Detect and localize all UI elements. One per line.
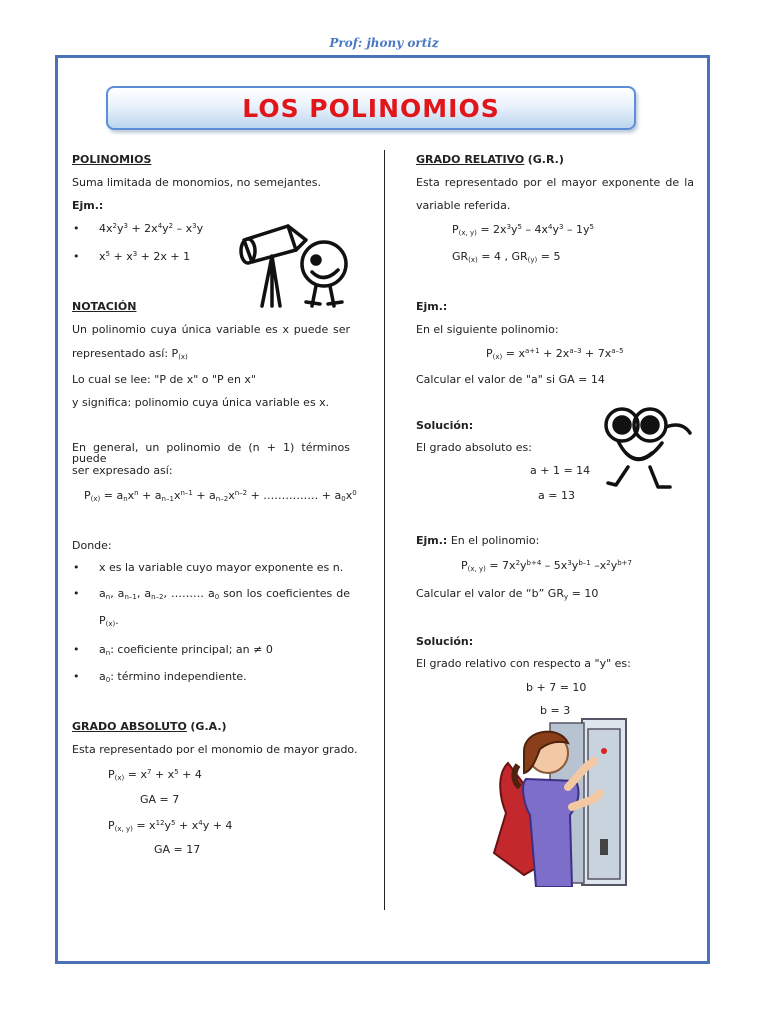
notacion-heading: NOTACIÓN [72, 300, 137, 313]
ejemplo-2-intro: Ejm.: En el polinomio: [416, 534, 540, 547]
page-title: LOS POLINOMIOS [242, 94, 500, 123]
ejemplo-1-intro: En el siguiente polinomio: [416, 323, 559, 336]
notacion-paragraph-2: Lo cual se lee: "P de x" o "P en x" [72, 373, 256, 386]
telescope-character-illustration [236, 222, 352, 310]
example-polynomial-2: $x^5 + x^3 + 2x + 1$ [99, 250, 191, 263]
student-locker-illustration [490, 715, 630, 887]
polinomios-heading: POLINOMIOS [72, 153, 152, 166]
solucion-1-equation-1: a + 1 = 14 [530, 464, 591, 477]
binocular-character-illustration [600, 405, 698, 493]
page-header: Prof: jhony ortiz [329, 36, 439, 50]
grado-relativo-definition-a: Esta representado por el mayor exponente de la [416, 176, 694, 189]
ejemplo-1-polynomial: $P_{(x)} = x^{a+1} + 2x^{a-3} + 7x^{a-5}$ [486, 347, 624, 361]
bullet-icon: • [73, 587, 80, 600]
title-banner [106, 86, 636, 130]
bullet-icon: • [73, 250, 80, 263]
solucion-2-label: Solución: [416, 635, 474, 648]
solucion-2-text: El grado relativo con respecto a "y" es: [416, 657, 631, 670]
donde-item-1: x es la variable cuyo mayor exponente es n. [99, 561, 344, 574]
ga-example-2: $P_{(x, y)} = x^{12}y^5 + x^4y + 4$ [108, 819, 233, 833]
donde-label: Donde: [72, 539, 112, 552]
solucion-2-equation-2: b = 3 [540, 704, 571, 717]
ejemplo-label: Ejm.: [72, 199, 104, 212]
grado-absoluto-definition: Esta representado por el monomio de mayor grado. [72, 743, 358, 756]
ga-example-2-result: GA = 17 [154, 843, 201, 856]
example-polynomial-1: $4x^2y^3 + 2x^4y^2 - x^3y$ [99, 222, 204, 235]
column-divider [384, 150, 385, 910]
bullet-icon: • [73, 643, 80, 656]
donde-item-2b: $P_{(x)}$. [99, 614, 119, 628]
bullet-icon: • [73, 561, 80, 574]
grado-absoluto-heading: GRADO ABSOLUTO (G.A.) [72, 720, 227, 733]
solucion-2-equation-1: b + 7 = 10 [526, 681, 587, 694]
ga-example-1-result: GA = 7 [140, 793, 180, 806]
general-formula: $P_{(x)} = a_nx^n + a_{n-1}x^{n-1} + a_{n-2}x^{n-2}$ + …………… + $a_0x^0$ [84, 489, 357, 503]
notacion-paragraph-3: y significa: polinomio cuya única variable es x. [72, 396, 330, 409]
solucion-1-text: El grado absoluto es: [416, 441, 532, 454]
solucion-label: Solución: [416, 419, 474, 432]
donde-item-2a: $a_n$, $a_{n-1}$, $a_{n-2}$, ……… $a_0$ son los coeficientes de [99, 587, 351, 601]
grado-relativo-definition-b: variable referida. [416, 199, 511, 212]
donde-item-4: $a_0$: término independiente. [99, 670, 247, 684]
general-paragraph-b: ser expresado así: [72, 464, 173, 477]
notacion-paragraph-1a: Un polinomio cuya única variable es x puede ser [72, 323, 350, 336]
solucion-1-equation-2: a = 13 [538, 489, 575, 502]
gr-example: $P_{(x, y)} = 2x^3y^5 - 4x^4y^3 - 1y^5$ [452, 223, 594, 237]
ejemplo-2-question: Calcular el valor de “b” $GR_y = 10$ [416, 587, 599, 601]
gr-example-result: $GR_{(x)} = 4$ , $GR_{(y)} = 5$ [452, 250, 561, 264]
grado-relativo-heading: GRADO RELATIVO (G.R.) [416, 153, 564, 166]
ga-example-1: $P_{(x)} = x^7 + x^5 + 4$ [108, 768, 202, 782]
general-paragraph-a: En general, un polinomio de (n + 1) términos puede [72, 441, 350, 465]
donde-item-3: $a_n$: coeficiente principal; an ≠ 0 [99, 643, 273, 657]
ejemplo-label: Ejm.: [416, 300, 448, 313]
bullet-icon: • [73, 670, 80, 683]
polinomios-definition: Suma limitada de monomios, no semejantes. [72, 176, 321, 189]
ejemplo-1-question: Calcular el valor de "a" si GA = 14 [416, 373, 605, 386]
notacion-paragraph-1b: representado así: $P_{(x)}$ [72, 347, 188, 361]
ejemplo-2-polynomial: $P_{(x, y)} = 7x^2y^{b+4} - 5x^3y^{b-1}$ $-x^2y^{b+7}$ [461, 559, 632, 573]
bullet-icon: • [73, 222, 80, 235]
